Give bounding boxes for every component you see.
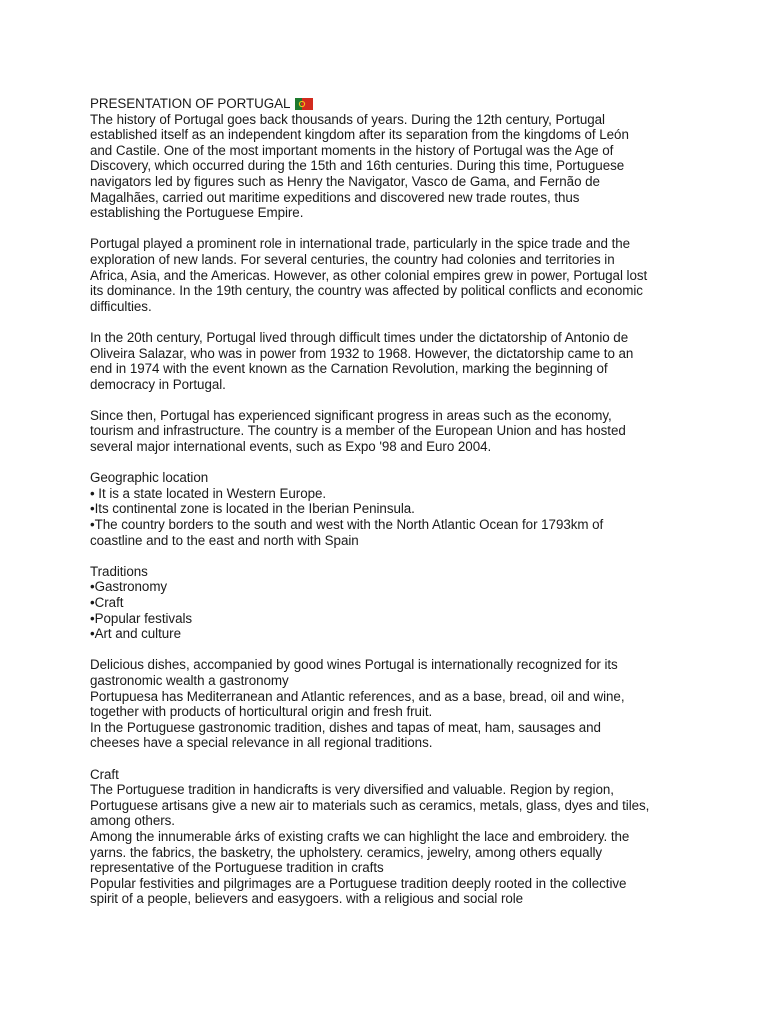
- text-line: yarns. the fabrics, the basketry, the upholstery. ceramics, jewelry, among others equally: [90, 844, 603, 860]
- text-line: •The country borders to the south and west with the North Atlantic Ocean for 1793km of: [90, 517, 604, 533]
- text-line: •Art and culture: [90, 626, 181, 642]
- paragraph-international-trade: [90, 236, 690, 314]
- document-body: [90, 112, 690, 907]
- text-line: Since then, Portugal has experienced significant progress in areas such as the economy,: [90, 407, 612, 423]
- text-line: Traditions: [90, 563, 148, 579]
- text-line: Craft: [90, 766, 119, 782]
- text-line: •Popular festivals: [90, 610, 193, 626]
- paragraph-geographic-location: [90, 470, 690, 548]
- document-title-row: [90, 96, 690, 112]
- text-line: Portupuesa has Mediterranean and Atlantic references, and as a base, bread, oil and wine,: [90, 688, 625, 704]
- text-line: Portuguese artisans give a new air to materials such as ceramics, metals, glass, dyes and tiles,: [90, 797, 650, 813]
- text-line: representative of the Portuguese tradition in crafts: [90, 860, 384, 876]
- text-line: Popular festivities and pilgrimages are a Portuguese tradition deeply rooted in the collective: [90, 875, 627, 891]
- paragraph-history-intro: [90, 112, 690, 221]
- text-line: navigators led by figures such as Henry the Navigator, Vasco de Gama, and Fernão de: [90, 173, 600, 189]
- text-line: difficulties.: [90, 298, 152, 314]
- text-line: together with products of horticultural origin and fresh fruit.: [90, 704, 433, 720]
- paragraph-twentieth-century: [90, 330, 690, 392]
- text-line: cheeses have a special relevance in all regional traditions.: [90, 735, 433, 751]
- text-line: •Craft: [90, 595, 124, 610]
- text-line: In the Portuguese gastronomic tradition, dishes and tapas of meat, ham, sausages and: [90, 719, 601, 735]
- paragraph-gastronomy: [90, 657, 690, 751]
- text-line: gastronomic wealth a gastronomy: [90, 672, 289, 688]
- text-line: democracy in Portugal.: [90, 376, 226, 392]
- paragraph-modern-progress: [90, 408, 690, 455]
- text-line: end in 1974 with the event known as the Carnation Revolution, marking the beginning of: [90, 361, 608, 377]
- text-line: Oliveira Salazar, who was in power from 1932 to 1968. However, the dictatorship came to an: [90, 345, 634, 361]
- document-title: PRESENTATION OF PORTUGAL: [90, 96, 291, 111]
- text-line: among others.: [90, 813, 175, 829]
- text-line: exploration of new lands. For several centuries, the country had colonies and territories in: [90, 251, 615, 267]
- document-page: [90, 96, 690, 922]
- text-line: •Its continental zone is located in the Iberian Peninsula.: [90, 501, 415, 517]
- text-line: Magalhães, carried out maritime expeditions and discovered new trade routes, thus: [90, 189, 580, 205]
- text-line: its dominance. In the 19th century, the country was affected by political conflicts and economic: [90, 283, 643, 299]
- text-line: Africa, Asia, and the Americas. However, as other colonial empires grew in power, Portugal lost: [90, 267, 648, 283]
- text-line: •Gastronomy: [90, 579, 168, 595]
- text-line: spirit of a people, believers and easygoers. with a religious and social role: [90, 891, 524, 907]
- text-line: Portugal played a prominent role in international trade, particularly in the spice trade and the: [90, 236, 631, 252]
- portugal-flag-icon: [295, 98, 313, 110]
- paragraph-traditions-list: [90, 564, 690, 642]
- text-line: established itself as an independent kingdom after its separation from the kingdoms of León: [90, 127, 629, 143]
- text-line: tourism and infrastructure. The country is a member of the European Union and has hosted: [90, 423, 626, 439]
- text-line: coastline and to the east and north with Spain: [90, 532, 359, 548]
- text-line: and Castile. One of the most important moments in the history of Portugal was the Age of: [90, 142, 614, 158]
- text-line: In the 20th century, Portugal lived through difficult times under the dictatorship of Antonio de: [90, 329, 629, 345]
- text-line: Delicious dishes, accompanied by good wines Portugal is internationally recognized for its: [90, 657, 618, 673]
- text-line: several major international events, such as Expo '98 and Euro 2004.: [90, 439, 492, 455]
- text-line: • It is a state located in Western Europe.: [90, 485, 327, 501]
- text-line: Discovery, which occurred during the 15th and 16th centuries. During this time, Portuguese: [90, 158, 625, 174]
- text-line: The history of Portugal goes back thousands of years. During the 12th century, Portugal: [90, 111, 605, 127]
- text-line: The Portuguese tradition in handicrafts is very diversified and valuable. Region by region,: [90, 782, 614, 798]
- paragraph-craft-section: [90, 767, 690, 907]
- text-line: Among the innumerable árks of existing crafts we can highlight the lace and embroidery. the: [90, 828, 630, 844]
- text-line: establishing the Portuguese Empire.: [90, 205, 304, 221]
- text-line: Geographic location: [90, 470, 209, 486]
